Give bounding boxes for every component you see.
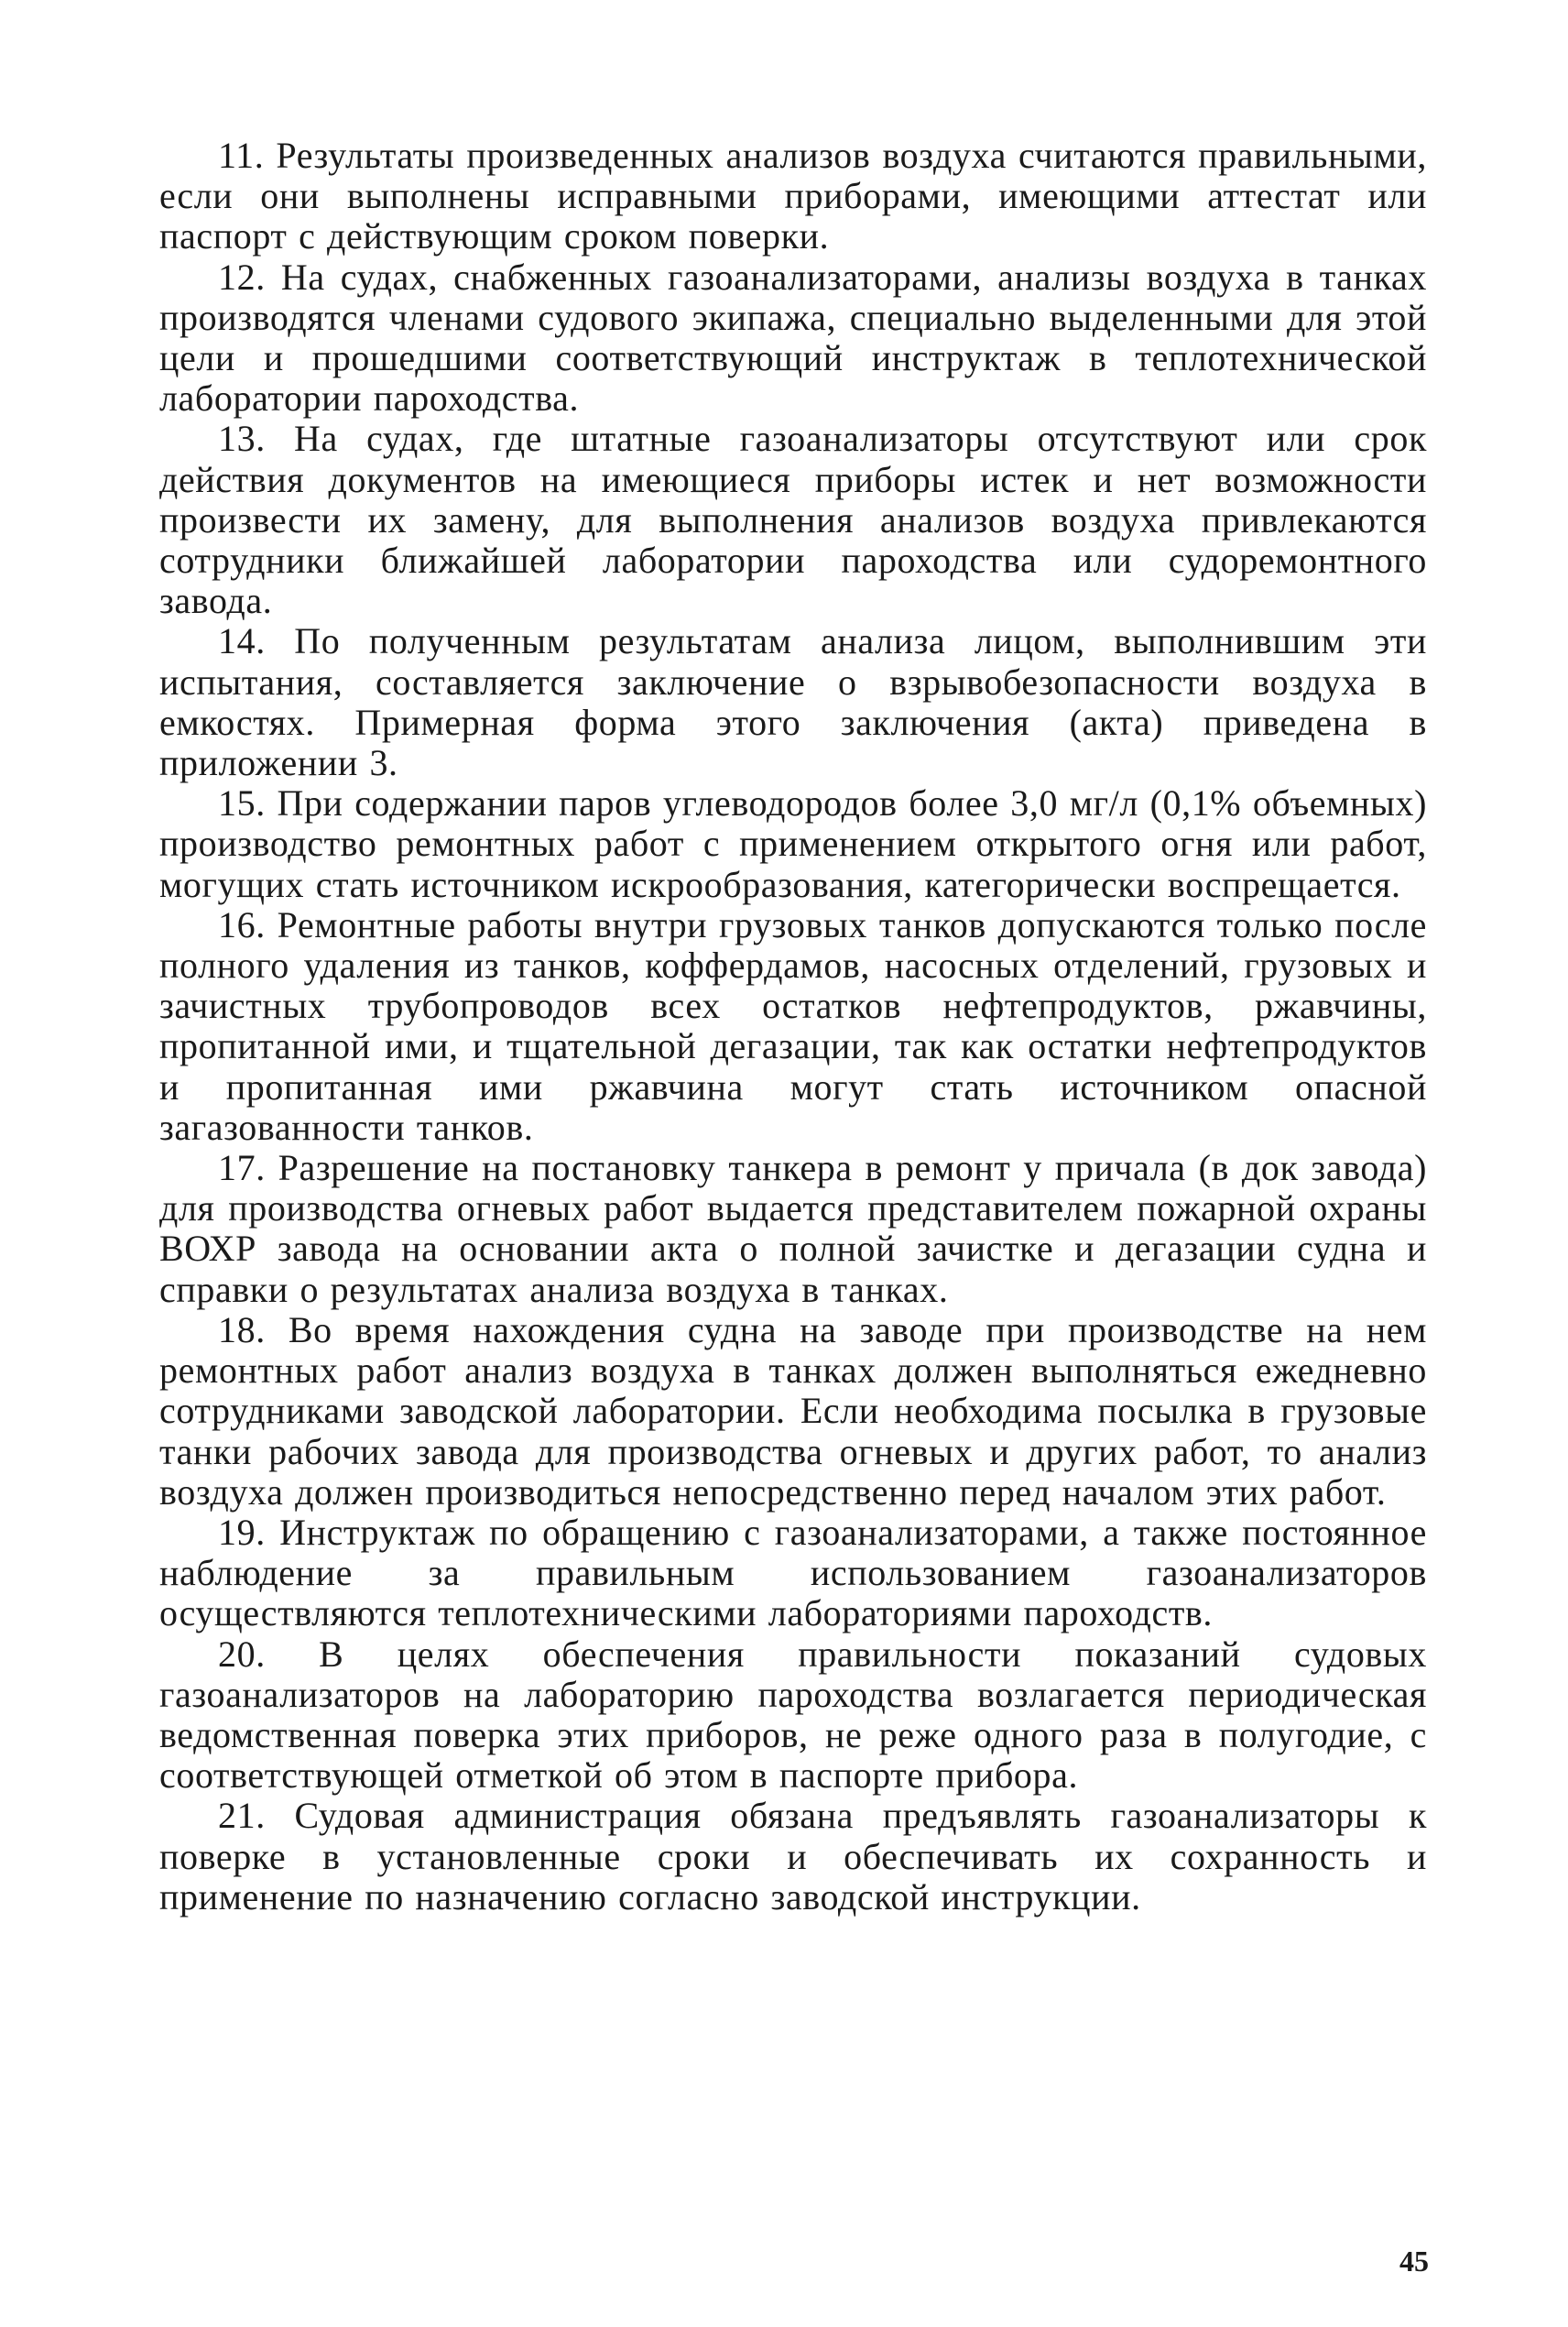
page-body [159,136,1427,1917]
paragraph-18: 18. Во время нахождения судна на заводе при производстве на нем ремонтных работ анализ воздуха в танках должен выполняться ежедневно сотрудниками заводской лаборатории. Если необходима посылка в грузовые танки рабочих завода для производства огневых и других работ, то анализ воздуха должен производиться непосредственно перед началом этих работ. [159,1308,1427,1513]
paragraph-14: 14. По полученным результатам анализа лицом, выполнившим эти испытания, составляется заключение о взрывобезопасности воздуха в емкостях. Примерная форма этого заключения (акта) приведена в приложении 3. [159,620,1427,784]
paragraph-21: 21. Судовая администрация обязана предъявлять газоанализаторы к поверке в установленные сроки и обеспечивать их сохранность и применение по назначению согласно заводской инструкции. [159,1795,1427,1917]
paragraph-16: 16. Ремонтные работы внутри грузовых танков допускаются только после полного удаления из танков, коффердамов, насосных отделений, грузовых и зачистных трубопроводов всех остатков нефтепродуктов, ржавчины, пропитанной ими, и тщательной дегазации, так как остатки нефтепродуктов и пропитанная ими ржавчина могут стать источником опасной загазованности танков. [159,903,1427,1148]
page-number: 45 [1399,2245,1429,2278]
paragraph-13: 13. На судах, где штатные газоанализаторы отсутствуют или срок действия документов на имеющиеся приборы истек и нет возможности произвести их замену, для выполнения анализов воздуха привлекаются сотрудники ближайшей лаборатории пароходства или судоремонтного завода. [159,418,1427,622]
paragraph-12: 12. На судах, снабженных газоанализаторами, анализы воздуха в танках производятся членами судового экипажа, специально выделенными для этой цели и прошедшими соответствующий инструктаж в теплотехнической лаборатории пароходства. [159,256,1427,420]
paragraph-20: 20. В целях обеспечения правильности показаний судовых газоанализаторов на лабораторию пароходства возлагается периодическая ведомственная поверка этих приборов, не реже одного раза в полугодие, с соответствующей отметкой об этом в паспорте прибора. [159,1633,1427,1797]
paragraph-15: 15. При содержании паров углеводородов более 3,0 мг/л (0,1% объемных) производство ремонтных работ с применением открытого огня или работ, могущих стать источником искрообразования, категорически воспрещается. [159,782,1427,905]
paragraph-19: 19. Инструктаж по обращению с газоанализаторами, а также постоянное наблюдение за правильным использованием газоанализаторов осуществляются теплотехническими лабораториями пароходств. [159,1511,1427,1634]
paragraph-17: 17. Разрешение на постановку танкера в ремонт у причала (в док завода) для производства огневых работ выдается представителем пожарной охраны ВОХР завода на основании акта о полной зачистке и дегазации судна и справки о результатах анализа воздуха в танках. [159,1147,1427,1310]
paragraph-11: 11. Результаты произведенных анализов воздуха считаются правильными, если они выполнены исправными приборами, имеющими аттестат или паспорт с действующим сроком поверки. [159,135,1427,257]
